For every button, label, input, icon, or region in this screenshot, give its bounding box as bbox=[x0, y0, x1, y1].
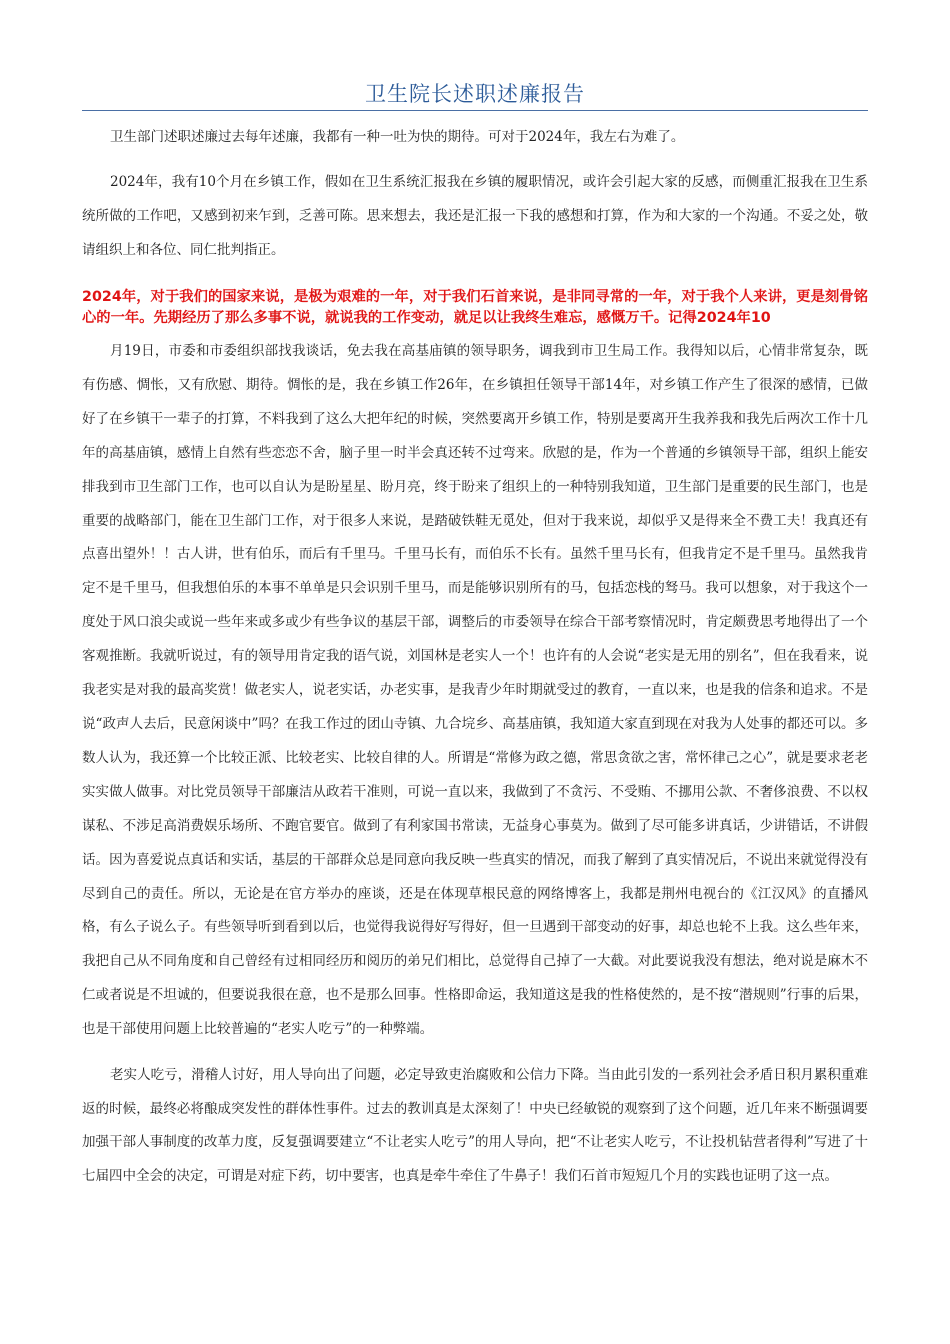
document-page bbox=[82, 0, 868, 1193]
paragraph-2: 2024年，我有10个月在乡镇工作，假如在卫生系统汇报我在乡镇的履职情况，或许会引起大家的反感，而侧重汇报我在卫生系统所做的工作吧，又感到初来乍到，乏善可陈。思来想去，我还是汇报一下我的感想和打算，作为和大家的一个沟通。不妥之处，敬请组织上和各位、同仁批判指正。 bbox=[82, 174, 868, 258]
paragraph-1: 卫生部门述职述廉过去每年述廉，我都有一种一吐为快的期待。可对于2024年，我左右为难了。 bbox=[110, 129, 685, 145]
title-block bbox=[82, 0, 868, 111]
paragraph-4: 月19日，市委和市委组织部找我谈话，免去我在高基庙镇的领导职务，调我到市卫生局工作。我得知以后，心情非常复杂，既有伤感、惆怅，又有欣慰、期待。惆怅的是，我在乡镇工作26年，在乡镇担任领导干部14年，对乡镇工作产生了很深的感情，已做好了在乡镇干一辈子的打算，不料我到了这么大把年纪的时候，突然要离开乡镇工作，特别是要离开生我养我和我先后两次工作十几年的高基庙镇，感情上自然有些恋恋不舍，脑子里一时半会真还转不过弯来。欣慰的是，作为一个普通的乡镇领导干部，组织上能安排我到市卫生部门工作，也可以自认为是盼星星、盼月亮，终于盼来了组织上的一种特别我知道，卫生部门是重要的民生部门，也是重要的战略部门，能在卫生部门工作，对于很多人来说，是踏破铁鞋无觅处，但对于我来说，却似乎又是得来全不费工夫！我真还有点喜出望外！！古人讲，世有伯乐，而后有千里马。千里马长有，而伯乐不长有。虽然千里马长有，但我肯定不是千里马。虽然我肯定不是千里马，但我想伯乐的本事不单单是只会识别千里马，而是能够识别所有的马，包括恋栈的驽马。我可以想象，对于我这个一度处于风口浪尖或说一些年来或多或少有些争议的基层干部，调整后的市委领导在综合干部考察情况时，肯定颇费思考地得出了一个客观推断。我就听说过，有的领导用肯定我的语气说，刘国林是老实人一个！也许有的人会说“老实是无用的别名”，但在我看来，说我老实是对我的最高奖赏！做老实人，说老实话，办老实事，是我青少年时期就受过的教育，一直以来，也是我的信条和追求。不是说“政声人去后，民意闲谈中”吗？在我工作过的团山寺镇、九合垸乡、高基庙镇，我知道大家直到现在对我为人处事的都还可以。多数人认为，我还算一个比较正派、比较老实、比较自律的人。所谓是“常修为政之德，常思贪欲之害，常怀律己之心”，就是要求老老实实做人做事。对比党员领导干部廉洁从政若干准则，可说一直以来，我做到了不贪污、不受贿、不挪用公款、不奢侈浪费、不以权谋私、不涉足高消费娱乐场所、不跑官要官。做到了有利家国书常读，无益身心事莫为。做到了尽可能多讲真话，少讲错话，不讲假话。因为喜爱说点真话和实话，基层的干部群众总是同意向我反映一些真实的情况，而我了解到了真实情况后，不说出来就觉得没有尽到自己的责任。所以，无论是在官方举办的座谈，还是在体现草根民意的网络博客上，我都是荆州电视台的《江汉风》的直播风格，有么子说么子。有些领导听到看到以后，也觉得我说得好写得好，但一旦遇到干部变动的好事，却总也轮不上我。这么些年来，我把自己从不同角度和自己曾经有过相同经历和阅历的弟兄们相比，总觉得自己掉了一大截。对此要说我没有想法，绝对说是麻木不仁或者说是不坦诚的，但要说我很在意，也不是那么回事。性格即命运，我知道这是我的性格使然的，是不按“潜规则”行事的后果，也是干部使用问题上比较普遍的“老实人吃亏”的一种弊端。 bbox=[82, 343, 868, 1038]
paragraph-5: 老实人吃亏，滑稽人讨好，用人导向出了问题，必定导致吏治腐败和公信力下降。当由此引发的一系列社会矛盾日积月累积重难返的时候，最终必将酿成突发性的群体性事件。过去的教训真是太深刻了！中央已经敏锐的观察到了这个问题，近几年来不断强调要加强干部人事制度的改革力度，反复强调要建立“不让老实人吃亏”的用人导向，把“不让老实人吃亏，不让投机钻营者得利”写进了十七届四中全会的决定，可谓是对症下药，切中要害，也真是牵牛牵住了牛鼻子！我们石首市短短几个月的实践也证明了这一点。 bbox=[82, 1067, 868, 1184]
document-title: 卫生院长述职述廉报告 bbox=[365, 82, 585, 106]
highlight-paragraph: 2024年，对于我们的国家来说，是极为艰难的一年，对于我们石首来说，是非同寻常的一年，对于我个人来讲，更是刻骨铭心的一年。先期经历了那么多事不说，就说我的工作变动，就足以让我终生难忘，感慨万千。记得2024年10 bbox=[82, 289, 868, 326]
